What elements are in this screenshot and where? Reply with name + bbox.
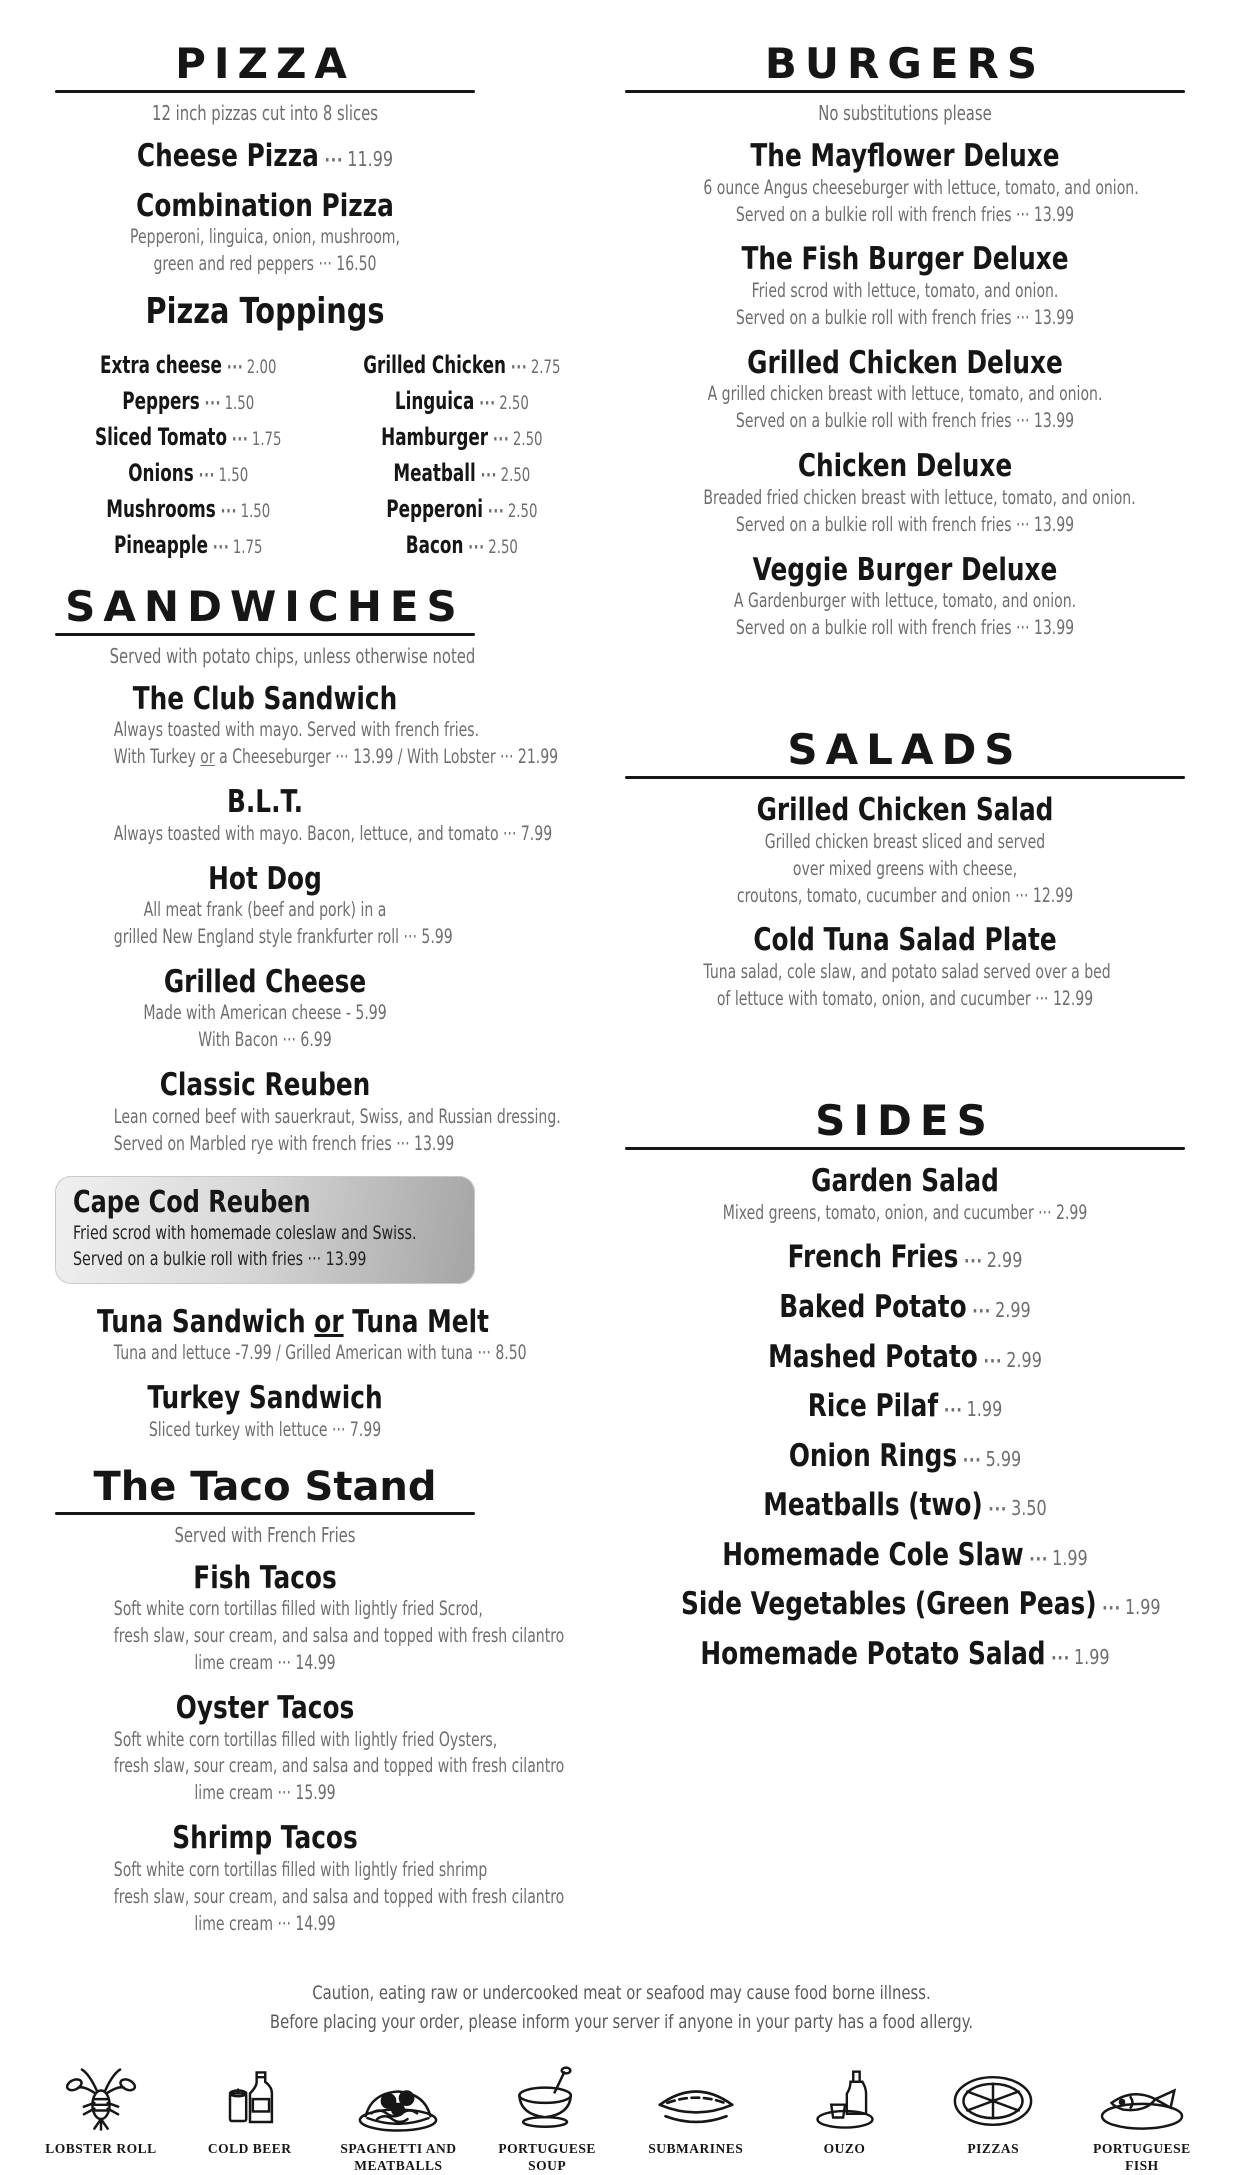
item-desc-line: fresh slaw, sour cream, and salsa and topped with fresh cilantro [113,1624,565,1648]
spaghetti-icon [346,2061,450,2141]
item-name [681,552,1129,589]
topping-price: 1.75 [251,427,282,450]
menu-item-tuna-sandwich-or-tuna-melt [55,1303,527,1367]
item-name-text: Tuna Sandwich or Tuna Melt [97,1303,489,1340]
topping-name: Onions [128,458,194,487]
item-desc-line: over mixed greens with cheese, [792,856,1018,880]
item-name [681,1537,1129,1574]
item-name-text: Grilled Chicken Deluxe [747,344,1063,381]
menu-item-side-vegetables-green-peas [625,1586,1185,1623]
item-desc-line: Served on a bulkie roll with french fries ··· 13.99 [735,202,1075,226]
topping-price: 2.50 [501,463,531,486]
footer-icon-ouzo [774,2061,916,2158]
section-divider [625,90,1185,93]
icon-label: PORTUGUESE FISH [1093,2141,1191,2174]
item-price: 1.99 [1073,1645,1110,1670]
item-name [681,1163,1129,1200]
topping-price: 1.50 [240,499,271,522]
section-divider [55,90,475,93]
item-price: 1.99 [1124,1595,1161,1620]
item-desc-line: Breaded fried chicken breast with lettuce, tomato, and onion. [703,485,1136,509]
section-title: SALADS [787,725,1023,775]
item-name [97,1067,433,1104]
item-price: 1.99 [1052,1545,1088,1570]
item-name-text: Grilled Chicken Salad [756,792,1054,829]
menu-item-meatballs-two [625,1487,1185,1524]
topping-name: Hamburger [381,422,489,451]
price-leader: ··· [983,1350,1003,1372]
section-title: SANDWICHES [65,581,465,631]
soup-icon [499,2061,595,2141]
item-name-text: Turkey Sandwich [147,1380,383,1417]
price-leader: ··· [493,428,510,450]
item-name [681,1586,1161,1623]
item-price: 11.99 [347,147,394,172]
icon-label: PIZZAS [967,2141,1020,2157]
item-desc-line: of lettuce with tomato, onion, and cucumber ··· 12.99 [716,986,1094,1010]
topping-row-extra-cheese [95,347,282,383]
price-leader: ··· [468,536,486,558]
section-title: PIZZA [175,39,355,88]
topping-name: Meatball [393,458,477,487]
item-desc-line: Always toasted with mayo. Bacon, lettuce, and tomato ··· 7.99 [113,821,553,845]
menu-item-mashed-potato [625,1339,1185,1376]
caution-line: Before placing your order, please inform your server if anyone in your party has a food allergy. [269,2010,974,2033]
menu-item-pizza-toppings [55,291,475,333]
price-leader: ··· [963,1251,983,1273]
price-leader: ··· [226,356,244,378]
item-desc-line: lime cream ··· 14.99 [194,1651,336,1675]
item-desc-line: All meat frank (beef and pork) in a [143,898,387,922]
topping-price: 1.75 [232,535,263,558]
item-name [681,1636,1129,1673]
menu-item-turkey-sandwich [55,1380,475,1443]
item-name [73,1185,439,1220]
item-price: 1.99 [966,1397,1003,1422]
item-name [681,792,1129,829]
item-name-text: Oyster Tacos [175,1689,355,1726]
section-subtitle: Served with French Fries [174,1522,356,1547]
item-desc-line: green and red peppers ··· 16.50 [153,252,377,276]
item-name-text: The Fish Burger Deluxe [741,241,1069,278]
section-subtitle: No substitutions please [818,101,992,126]
footer-icon-portuguese-fish [1071,2061,1213,2175]
footer-icon-portuguese-soup [476,2061,618,2175]
item-name-text: Rice Pilaf [807,1388,939,1425]
topping-price: 2.50 [508,499,538,522]
section-sides [625,1095,1185,1673]
item-desc-line: 6 ounce Angus cheeseburger with lettuce, tomato, and onion. [703,175,1139,199]
item-desc-line: Soft white corn tortillas filled with lightly fried Oysters, [113,1727,498,1751]
menu-item-grilled-chicken-salad [625,792,1185,909]
item-name-text: Onion Rings [788,1437,958,1474]
price-leader: ··· [204,392,222,414]
item-name-text: Homemade Potato Salad [700,1636,1046,1673]
item-name [97,964,433,1001]
topping-price: 2.50 [499,391,530,414]
beer-icon [202,2061,298,2141]
item-name [97,1690,433,1727]
section-title: BURGERS [764,39,1046,88]
price-leader: ··· [962,1449,982,1471]
item-desc-line: With Turkey or a Cheeseburger ··· 13.99 / With Lobster ··· 21.99 [113,745,559,769]
item-name [681,345,1129,382]
item-name-text: Veggie Burger Deluxe [752,551,1058,588]
price-leader: ··· [943,1400,963,1422]
item-name-text: The Club Sandwich [132,680,398,717]
submarine-icon [641,2061,751,2141]
section-the-taco-stand [55,1463,565,1938]
item-name-text: Pizza Toppings [145,291,385,333]
footer-icons-row [0,2037,1243,2175]
section-pizza [55,39,561,563]
toppings-column [321,347,603,563]
item-desc-line: A Gardenburger with lettuce, tomato, and onion. [733,589,1077,613]
item-desc-line: Served on a bulkie roll with french fries ··· 13.99 [735,512,1075,536]
item-name [97,861,433,898]
item-name-text: Shrimp Tacos [172,1820,358,1857]
item-name-text: Garden Salad [811,1162,999,1199]
item-desc-line: Fried scrod with lettuce, tomato, and onion. [751,279,1059,303]
topping-row-linguica [364,383,561,419]
item-name [681,448,1129,485]
item-desc-line: Fried scrod with homemade coleslaw and Swiss. [73,1222,417,1245]
item-desc-line: Served on a bulkie roll with french fries ··· 13.99 [735,305,1075,329]
item-desc-line: lime cream ··· 15.99 [194,1781,336,1805]
item-desc-line: Soft white corn tortillas filled with lightly fried Scrod, [113,1597,483,1621]
section-title: The Taco Stand [93,1463,437,1510]
section-subtitle: 12 inch pizzas cut into 8 slices [152,101,378,126]
price-leader: ··· [488,500,505,522]
item-price: 2.99 [986,1248,1023,1273]
price-leader: ··· [1029,1548,1049,1570]
price-leader: ··· [231,428,249,450]
topping-row-pepperoni [364,491,561,527]
item-name [97,784,433,821]
section-subtitle: Served with potato chips, unless otherwise noted [109,643,476,668]
footer-icon-submarines [625,2061,767,2158]
item-name-text: Homemade Cole Slaw [722,1536,1024,1573]
allergy-caution [0,1979,1243,2038]
item-desc-line: Served on Marbled rye with french fries ··· 13.99 [113,1131,455,1155]
menu-item-the-fish-burger-deluxe [625,241,1185,331]
price-leader: ··· [1102,1598,1121,1620]
menu-item-hot-dog [55,861,475,951]
item-name-text: Grilled Cheese [163,963,367,1000]
item-name [97,138,433,175]
item-desc-line: Served on a bulkie roll with french fries ··· 13.99 [735,409,1075,433]
topping-price: 2.50 [488,535,519,558]
item-desc-line: lime cream ··· 14.99 [194,1911,336,1935]
item-desc-line: Lean corned beef with sauerkraut, Swiss, and Russian dressing. [113,1104,561,1128]
menu-item-rice-pilaf [625,1388,1185,1425]
menu-item-chicken-deluxe [625,448,1185,538]
menu-column-right [625,39,1185,1951]
item-desc-line: Always toasted with mayo. Served with french fries. [113,718,480,742]
pizza-toppings-list [55,347,561,563]
item-desc-line: Tuna salad, cole slaw, and potato salad served over a bed [703,960,1111,984]
price-leader: ··· [481,464,498,486]
price-leader: ··· [324,150,344,172]
item-name-text: Mashed Potato [768,1338,978,1375]
item-desc-line: With Bacon ··· 6.99 [198,1028,332,1052]
highlight-cape-cod-reuben [55,1176,475,1284]
pizza-icon [941,2061,1045,2141]
menu-item-cheese-pizza [55,138,475,175]
item-desc-line: Grilled chicken breast sliced and served [764,829,1046,853]
menu-item-veggie-burger-deluxe [625,552,1185,642]
icon-label: SPAGHETTI AND MEATBALLS [340,2141,457,2174]
item-name [97,1380,433,1417]
menu-item-grilled-cheese [55,964,475,1054]
topping-name: Sliced Tomato [94,422,228,451]
section-divider [55,1512,475,1515]
menu-item-homemade-cole-slaw [625,1537,1185,1574]
icon-label: COLD BEER [207,2141,292,2157]
item-desc-line: grilled New England style frankfurter roll ··· 5.99 [113,924,453,948]
item-desc-line: fresh slaw, sour cream, and salsa and topped with fresh cilantro [113,1884,565,1908]
item-desc-line: A grilled chicken breast with lettuce, tomato, and onion. [707,382,1103,406]
topping-name: Mushrooms [106,494,216,523]
topping-row-hamburger [364,419,561,455]
item-desc-line: Sliced turkey with lettuce ··· 7.99 [148,1417,382,1441]
item-name-text: Fish Tacos [193,1559,337,1596]
item-name [681,1239,1129,1276]
toppings-column [55,347,321,563]
item-name [681,138,1129,175]
item-desc-line: croutons, tomato, cucumber and onion ··· 12.99 [736,883,1074,907]
menu-item-oyster-tacos [55,1689,565,1807]
item-name-text: Baked Potato [779,1288,967,1325]
topping-row-bacon [364,527,561,563]
topping-name: Peppers [122,386,200,415]
item-name [97,188,433,225]
item-name-text: Cheese Pizza [136,138,319,175]
item-desc-line: Mixed greens, tomato, onion, and cucumber ··· 2.99 [722,1200,1088,1224]
item-name-text: Chicken Deluxe [797,448,1013,485]
item-desc-line: Pepperoni, linguica, onion, mushroom, [130,225,400,249]
price-leader: ··· [198,464,216,486]
section-title: SIDES [815,1095,995,1145]
item-name-text: Cape Cod Reuben [73,1184,311,1220]
section-salads [625,725,1185,1013]
topping-name: Extra cheese [100,350,222,379]
item-name [97,1820,433,1857]
menu-item-shrimp-tacos [55,1820,565,1937]
menu-item-grilled-chicken-deluxe [625,345,1185,435]
item-name [97,291,433,333]
item-desc-line: Soft white corn tortillas filled with lightly fried shrimp [113,1857,488,1881]
item-desc-line: Served on a bulkie roll with fries ··· 13.99 [73,1248,367,1271]
menu-item-garden-salad [625,1163,1185,1226]
price-leader: ··· [212,536,230,558]
item-name-text: The Mayflower Deluxe [750,138,1060,175]
menu-column-left [55,39,565,1951]
caution-line: Caution, eating raw or undercooked meat or seafood may cause food borne illness. [312,1981,931,2004]
item-name-text: Classic Reuben [159,1067,371,1104]
item-name [97,1560,433,1597]
item-desc-line: Made with American cheese - 5.99 [143,1001,387,1025]
topping-row-grilled-chicken [364,347,561,383]
footer-icon-pizzas [922,2061,1064,2158]
topping-name: Bacon [406,530,464,559]
menu-item-b-l-t [55,784,553,847]
fish-icon [1087,2061,1197,2141]
section-divider [625,1147,1185,1150]
icon-label: PORTUGUESE SOUP [498,2141,596,2174]
footer-icon-cold-beer [179,2061,321,2158]
item-price: 3.50 [1011,1496,1047,1521]
item-price: 2.99 [995,1297,1031,1322]
topping-price: 2.75 [531,355,561,378]
menu-item-classic-reuben [55,1067,561,1157]
topping-name: Linguica [395,386,475,415]
topping-row-onions [95,455,282,491]
topping-price: 1.50 [224,391,255,414]
section-divider [625,776,1185,779]
item-name [97,1303,489,1341]
topping-row-pineapple [95,527,282,563]
item-name [681,922,1129,959]
menu-item-french-fries [625,1239,1185,1276]
item-name [681,1339,1129,1376]
item-price: 5.99 [985,1446,1022,1471]
topping-row-peppers [95,383,282,419]
item-name [681,1438,1129,1475]
menu-item-fish-tacos [55,1559,565,1677]
topping-price: 2.50 [513,427,543,450]
lobster-icon [53,2061,149,2141]
item-desc-line: Tuna and lettuce -7.99 / Grilled American with tuna ··· 8.50 [113,1341,527,1365]
section-sandwiches [55,581,561,1444]
item-name [97,681,433,718]
price-leader: ··· [1051,1648,1070,1670]
topping-row-mushrooms [95,491,282,527]
footer-icon-spaghetti [327,2061,469,2175]
price-leader: ··· [511,356,528,378]
topping-name: Pineapple [113,530,208,559]
icon-label: LOBSTER ROLL [45,2141,157,2157]
menu-item-the-club-sandwich [55,680,559,771]
item-name [681,1487,1129,1524]
item-name-text: B.L.T. [226,784,304,821]
section-burgers [625,39,1185,642]
item-desc-line: fresh slaw, sour cream, and salsa and topped with fresh cilantro [113,1754,565,1778]
item-price: 2.99 [1006,1347,1042,1372]
item-desc-line: Served on a bulkie roll with french fries ··· 13.99 [735,616,1075,640]
item-name-text: Side Vegetables (Green Peas) [681,1586,1097,1623]
icon-label: SUBMARINES [648,2141,744,2157]
topping-name: Pepperoni [386,494,484,523]
menu-item-onion-rings [625,1438,1185,1475]
menu-item-baked-potato [625,1289,1185,1326]
topping-price: 2.00 [246,355,277,378]
menu-item-homemade-potato-salad [625,1636,1185,1673]
menu-item-combination-pizza [55,188,475,278]
item-name [681,241,1129,278]
item-name-text: Meatballs (two) [763,1487,983,1524]
menu-item-cold-tuna-salad-plate [625,922,1185,1012]
footer-icon-lobster-roll [30,2061,172,2158]
topping-row-sliced-tomato [95,419,282,455]
ouzo-icon [801,2061,889,2141]
item-name [681,1289,1129,1326]
item-name-text: Cold Tuna Salad Plate [753,922,1057,959]
price-leader: ··· [479,392,497,414]
item-name-text: Hot Dog [208,860,322,897]
topping-row-meatball [364,455,561,491]
section-divider [55,633,475,636]
menu-item-the-mayflower-deluxe [625,138,1185,228]
price-leader: ··· [988,1499,1008,1521]
price-leader: ··· [220,500,238,522]
highlight-body [73,1185,531,1273]
topping-name: Grilled Chicken [363,350,507,379]
item-name-text: Combination Pizza [136,187,394,224]
icon-label: OUZO [823,2141,866,2157]
topping-price: 1.50 [218,463,249,486]
item-name-text: French Fries [787,1239,959,1276]
item-name [681,1388,1129,1425]
price-leader: ··· [972,1300,992,1322]
